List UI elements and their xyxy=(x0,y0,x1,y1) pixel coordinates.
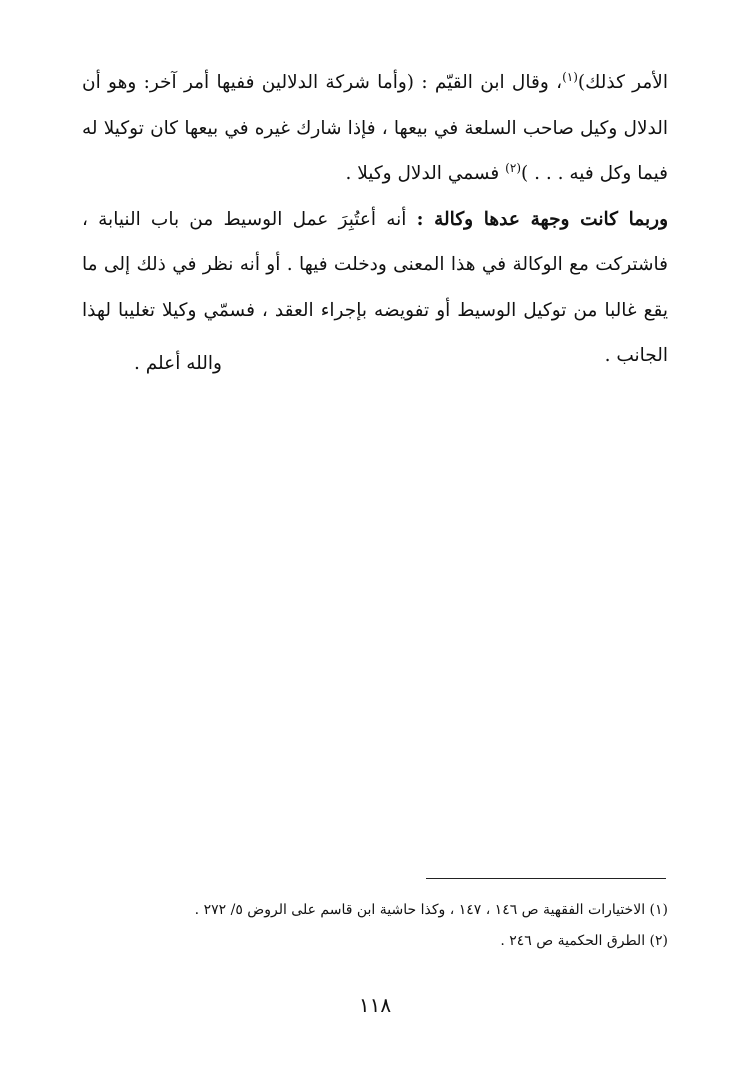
para2-lead: وربما كانت وجهة عدها وكالة : xyxy=(416,208,669,230)
footnote-divider xyxy=(426,878,666,879)
closing-phrase: والله أعلم . xyxy=(133,353,222,374)
footnotes xyxy=(195,895,668,957)
footnote-ref-2: (٢) xyxy=(505,160,521,175)
para1-part3: فسمي الدلال وكيلا . xyxy=(345,163,506,184)
page-number: ١١٨ xyxy=(358,993,392,1017)
para1-part2: ، وقال ابن القيّم : (وأما شركة الدلالين ففيها أمر آخر: وهو أن الدلال وكيل صاحب السلعة في بيعها ، فإذا شارك غيره في بيعها كان توكيلا له فيما وكل فيه . . . ) xyxy=(82,72,668,184)
paragraph-1 xyxy=(82,60,668,197)
footnote-2: (٢) الطرق الحكمية ص ٢٤٦ . xyxy=(500,933,668,949)
footnote-1: (١) الاختيارات الفقهية ص ١٤٦ ، ١٤٧ ، وكذا حاشية ابن قاسم على الروض ٥/ ٢٧٢ . xyxy=(194,902,668,918)
para1-part1: الأمر كذلك) xyxy=(577,72,668,93)
para2-text: أنه أعتُبِرَ عمل الوسيط من باب النيابة ، فاشتركت مع الوكالة في هذا المعنى ودخلت فيها . أو أنه نظر في ذلك إلى ما يقع غالبا من توكيل الوسيط أو تفويضه بإجراء العقد ، فسمّي وكيلا تغليبا لهذا الجانب . xyxy=(82,208,668,366)
main-text xyxy=(82,60,668,379)
footnote-ref-1: (١) xyxy=(562,69,578,84)
